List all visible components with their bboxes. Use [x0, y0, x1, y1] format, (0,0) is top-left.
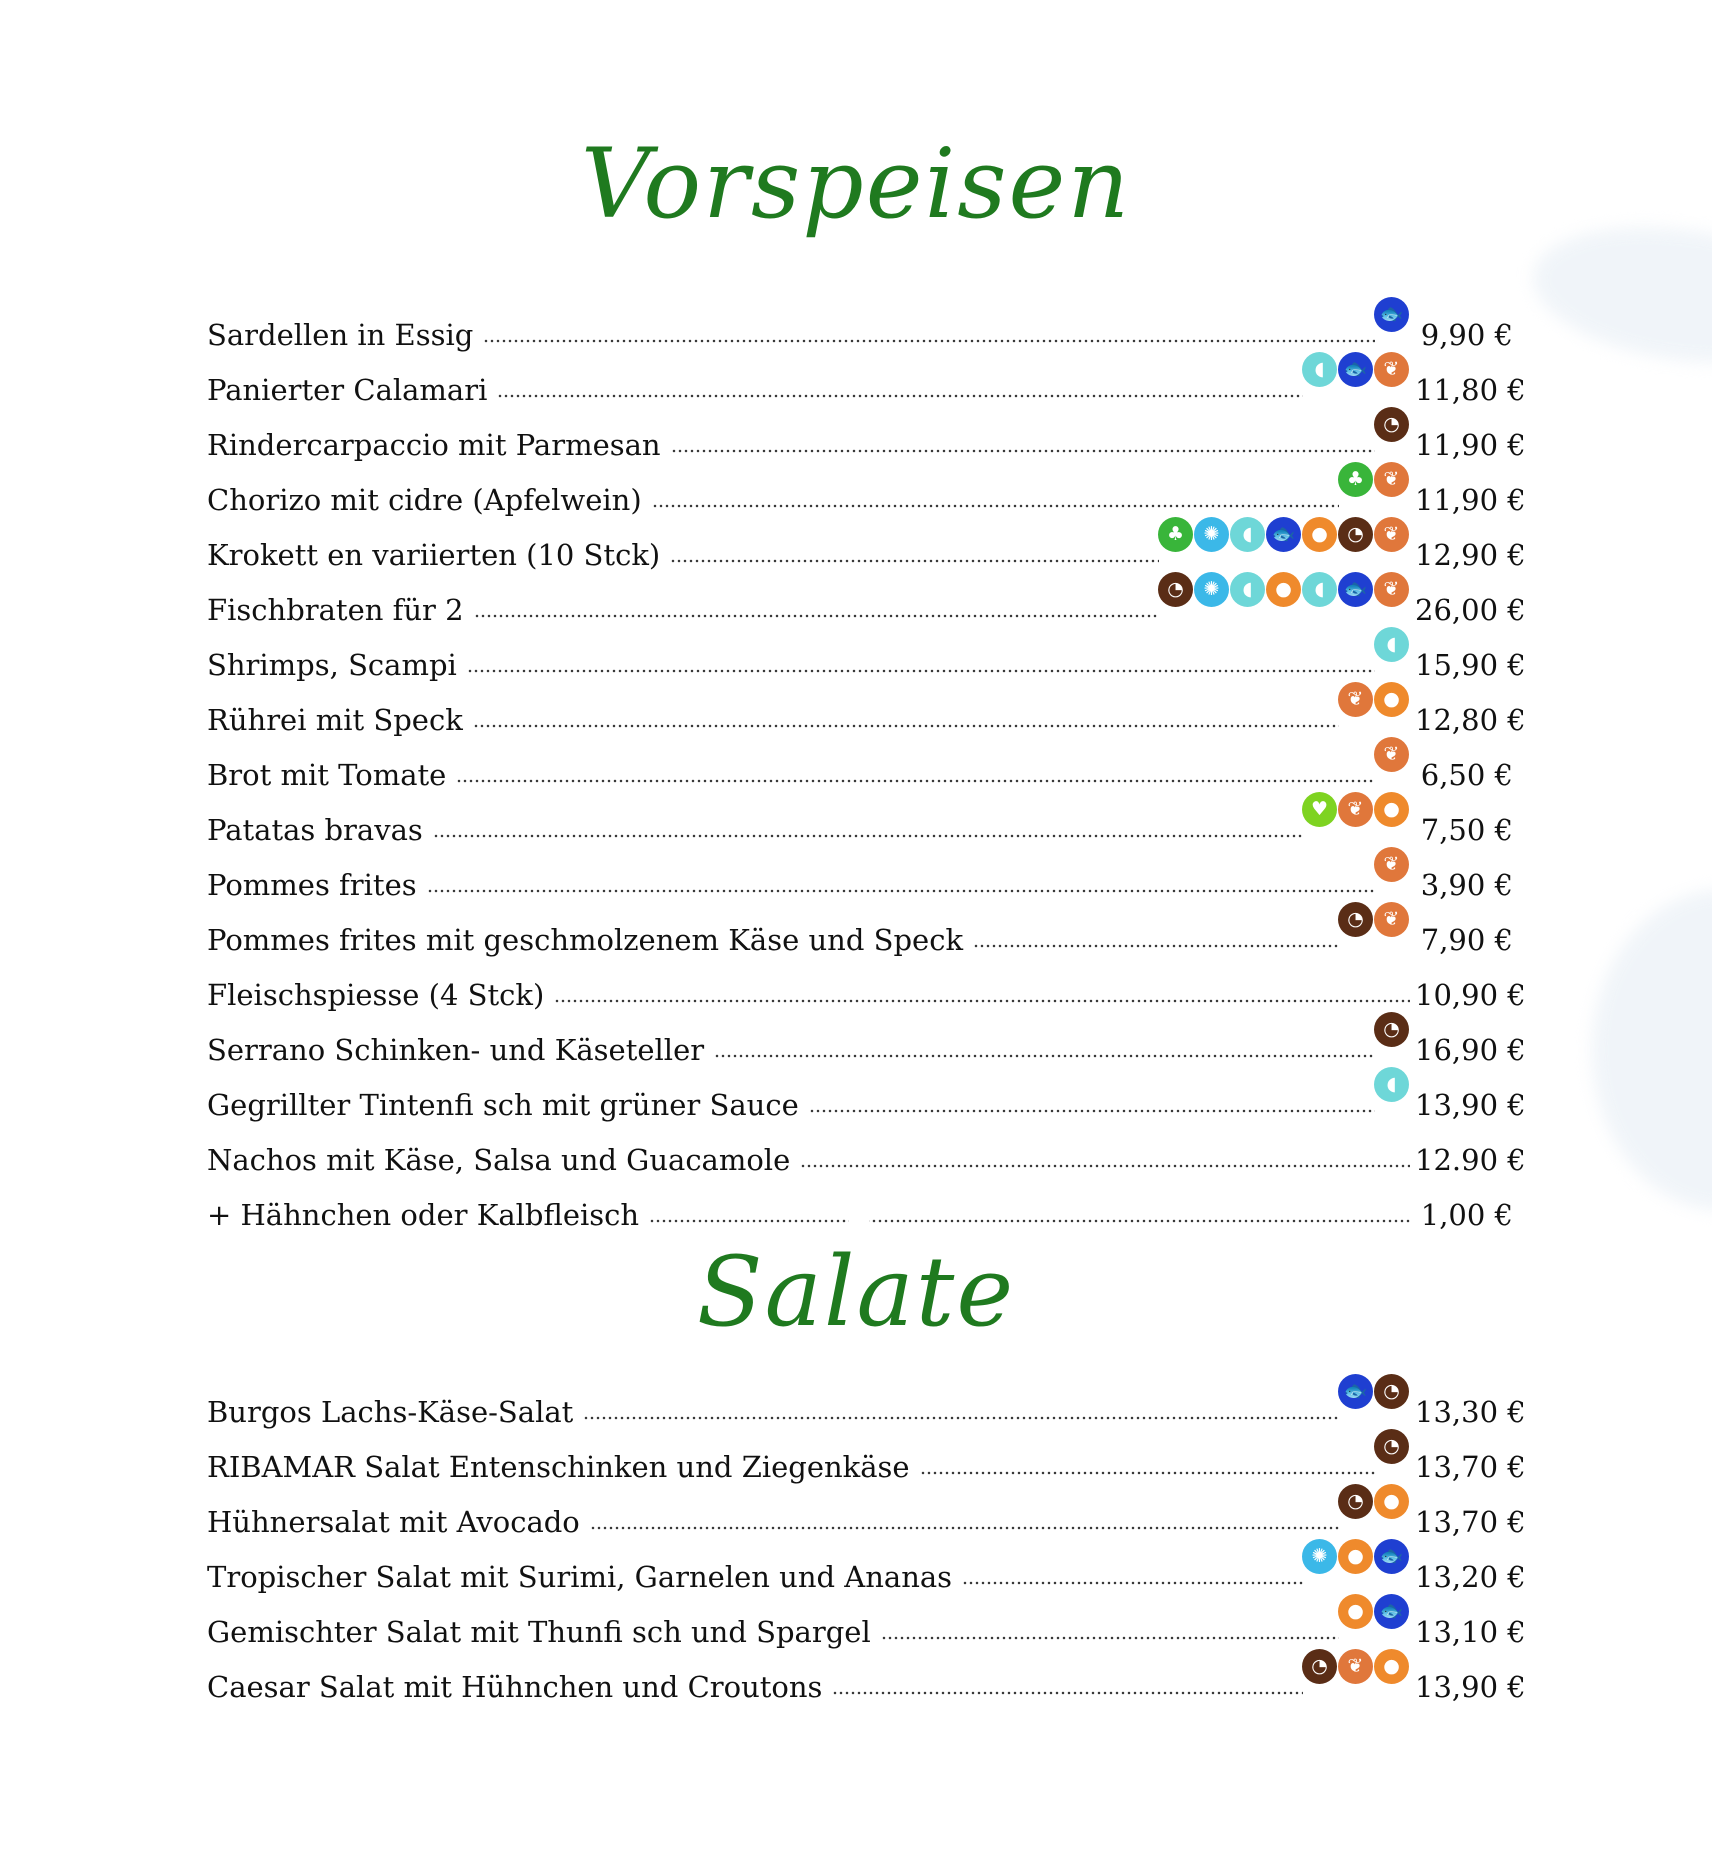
egg-icon: ●	[1374, 682, 1409, 717]
menu-item-price: 11,90 €	[1415, 483, 1526, 517]
egg-icon: ●	[1338, 1539, 1373, 1574]
wheat-icon: ❦	[1374, 902, 1409, 937]
menu-item	[207, 790, 1513, 845]
menu-item	[207, 1120, 1526, 1177]
menu-item	[207, 1427, 1526, 1484]
celery-icon: ♣	[1158, 517, 1193, 552]
menu-item-price: 13,70 €	[1415, 1505, 1526, 1539]
menu-item	[207, 570, 1526, 627]
allergen-icons	[1302, 1545, 1409, 1584]
allergen-icons	[1158, 578, 1409, 617]
celery-icon: ♣	[1338, 462, 1373, 497]
wheat-icon: ❦	[1338, 792, 1373, 827]
egg-icon: ●	[1338, 1594, 1373, 1629]
shell-icon: ◖	[1230, 517, 1265, 552]
egg-icon: ●	[1374, 792, 1409, 827]
dot-leader	[809, 1108, 1375, 1114]
crab-icon: ✺	[1194, 572, 1229, 607]
dot-leader	[483, 338, 1375, 344]
allergen-icons	[1302, 358, 1409, 397]
allergen-icons	[1338, 1380, 1409, 1419]
menu-item-name: RIBAMAR Salat Entenschinken und Ziegenkäse	[207, 1453, 920, 1482]
egg-icon: ●	[1374, 1649, 1409, 1684]
menu-item-name: Caesar Salat mit Hühnchen und Croutons	[207, 1673, 832, 1702]
menu-item-price: 10,90 €	[1415, 978, 1526, 1012]
milk-jug-icon: ◔	[1374, 1012, 1409, 1047]
menu-item-name: Panierter Calamari	[207, 376, 497, 405]
menu-item-price: 26,00 €	[1415, 593, 1526, 627]
allergen-icons	[1302, 798, 1409, 837]
allergen-icons	[1338, 468, 1409, 507]
menu-item-price: 13,10 €	[1415, 1615, 1526, 1649]
fish-icon: 🐟	[1338, 352, 1373, 387]
shell-icon: ◖	[1374, 627, 1409, 662]
dot-leader	[652, 503, 1339, 509]
wheat-icon: ❦	[1338, 1649, 1373, 1684]
menu-item-price: 16,90 €	[1415, 1033, 1526, 1067]
allergen-icons	[1158, 523, 1409, 562]
menu-item	[207, 1065, 1526, 1122]
menu-item-price: 13,30 €	[1415, 1395, 1526, 1429]
wheat-icon: ❦	[1374, 462, 1409, 497]
menu-item	[207, 1482, 1526, 1539]
section-title-salate: Salate	[696, 1236, 1016, 1348]
allergen-icons	[1374, 303, 1409, 342]
milk-jug-icon: ◔	[1338, 1484, 1373, 1519]
menu-item-price: 1,00 €	[1420, 1198, 1513, 1232]
dot-leader	[962, 1580, 1303, 1586]
milk-jug-icon: ◔	[1374, 407, 1409, 442]
fish-icon: 🐟	[1266, 517, 1301, 552]
menu-item	[207, 460, 1526, 517]
dot-leader	[590, 1525, 1339, 1531]
dot-leader	[920, 1470, 1375, 1476]
dot-leader	[583, 1415, 1339, 1421]
dot-leader	[497, 393, 1303, 399]
wheat-icon: ❦	[1374, 737, 1409, 772]
menu-item-price: 9,90 €	[1420, 318, 1513, 352]
wheat-icon: ❦	[1374, 517, 1409, 552]
dot-leader	[714, 1053, 1375, 1059]
wheat-icon: ❦	[1338, 682, 1373, 717]
menu-item-name: Hühnersalat mit Avocado	[207, 1508, 590, 1537]
menu-item	[207, 405, 1526, 462]
allergen-icons	[1374, 633, 1409, 672]
section-title-vorspeisen: Vorspeisen	[580, 128, 1132, 240]
allergen-icons	[1374, 853, 1409, 892]
menu-item-name: Patatas bravas	[207, 816, 433, 845]
menu-item	[207, 735, 1513, 790]
menu-item	[207, 680, 1526, 737]
menu-item-name: Pommes frites mit geschmolzenem Käse und Speck	[207, 926, 973, 955]
menu-item-name: Pommes frites	[207, 871, 427, 900]
allergen-icons	[1338, 908, 1409, 947]
menu-item-price: 7,90 €	[1420, 923, 1513, 957]
mustard-icon: ♥	[1302, 792, 1337, 827]
menu-item-price: 13,90 €	[1415, 1088, 1526, 1122]
menu-item-name: Krokett en variierten (10 Stck)	[207, 541, 670, 570]
crab-icon: ✺	[1194, 517, 1229, 552]
menu-item-name: Rindercarpaccio mit Parmesan	[207, 431, 671, 460]
menu-item-price: 7,50 €	[1420, 813, 1513, 847]
shell-icon: ◖	[1302, 572, 1337, 607]
menu-item	[207, 1537, 1526, 1594]
allergen-icons	[1374, 1018, 1409, 1057]
menu-item-price: 13,90 €	[1415, 1670, 1526, 1704]
menu-item	[207, 845, 1513, 900]
allergen-icons	[1338, 688, 1409, 727]
allergen-icons	[1338, 1490, 1409, 1529]
menu-item	[207, 955, 1526, 1012]
fish-icon: 🐟	[1338, 1374, 1373, 1409]
shell-icon: ◖	[1374, 1067, 1409, 1102]
crab-icon: ✺	[1302, 1539, 1337, 1574]
dot-leader	[881, 1635, 1339, 1641]
menu-item-name: Gemischter Salat mit Thunfi sch und Spargel	[207, 1618, 881, 1647]
dot-leader	[832, 1690, 1303, 1696]
egg-icon: ●	[1302, 517, 1337, 552]
menu-item-price: 13,20 €	[1415, 1560, 1526, 1594]
fish-icon: 🐟	[1374, 297, 1409, 332]
fish-icon: 🐟	[1338, 572, 1373, 607]
menu-item	[207, 625, 1526, 682]
menu-item	[207, 515, 1526, 572]
allergen-icons	[1374, 743, 1409, 782]
menu-item-name: Shrimps, Scampi	[207, 651, 467, 680]
allergen-icons	[1338, 1600, 1409, 1639]
wheat-icon: ❦	[1374, 352, 1409, 387]
dot-leader	[467, 668, 1375, 674]
menu-list-salate	[207, 1372, 1526, 1704]
menu-item-price: 3,90 €	[1420, 868, 1513, 902]
menu-item-name: + Hähnchen oder Kalbfleisch	[207, 1201, 649, 1230]
menu-item	[207, 900, 1513, 955]
menu-item-name: Fischbraten für 2	[207, 596, 474, 625]
menu-item	[207, 1175, 1513, 1230]
menu-item-price: 12.90 €	[1415, 1143, 1526, 1177]
shell-icon: ◖	[1230, 572, 1265, 607]
wheat-icon: ❦	[1374, 847, 1409, 882]
egg-icon: ●	[1266, 572, 1301, 607]
allergen-icons	[1374, 1435, 1409, 1474]
dot-leader	[456, 778, 1375, 784]
menu-item-name: Sardellen in Essig	[207, 321, 483, 350]
background-decoration	[1592, 890, 1712, 1210]
fish-icon: 🐟	[1374, 1594, 1409, 1629]
milk-jug-icon: ◔	[1302, 1649, 1337, 1684]
allergen-icons	[1302, 1655, 1409, 1694]
menu-item	[207, 295, 1513, 350]
milk-jug-icon: ◔	[1338, 902, 1373, 937]
milk-jug-icon: ◔	[1374, 1374, 1409, 1409]
allergen-icons	[1374, 1073, 1409, 1112]
menu-item-name: Gegrillter Tintenfi sch mit grüner Sauce	[207, 1091, 809, 1120]
menu-item	[207, 1592, 1526, 1649]
menu-item-name: Tropischer Salat mit Surimi, Garnelen und Ananas	[207, 1563, 962, 1592]
menu-item-name: Fleischspiesse (4 Stck)	[207, 981, 554, 1010]
dot-leader	[474, 613, 1159, 619]
milk-jug-icon: ◔	[1158, 572, 1193, 607]
menu-item-price: 11,90 €	[1415, 428, 1526, 462]
dot-leader	[973, 943, 1339, 949]
menu-item-price: 15,90 €	[1415, 648, 1526, 682]
menu-item-name: Nachos mit Käse, Salsa und Guacamole	[207, 1146, 800, 1175]
fish-icon: 🐟	[1374, 1539, 1409, 1574]
dot-leader	[473, 723, 1339, 729]
menu-item	[207, 1372, 1526, 1429]
dot-leader	[554, 998, 1410, 1004]
menu-item-price: 6,50 €	[1420, 758, 1513, 792]
milk-jug-icon: ◔	[1338, 517, 1373, 552]
wheat-icon: ❦	[1374, 572, 1409, 607]
shell-icon: ◖	[1302, 352, 1337, 387]
menu-item-price: 12,80 €	[1415, 703, 1526, 737]
menu-item-name: Burgos Lachs-Käse-Salat	[207, 1398, 583, 1427]
dot-leader	[649, 1218, 1410, 1224]
allergen-icons	[1374, 413, 1409, 452]
menu-item	[207, 350, 1526, 407]
egg-icon: ●	[1374, 1484, 1409, 1519]
menu-item-name: Chorizo mit cidre (Apfelwein)	[207, 486, 652, 515]
milk-jug-icon: ◔	[1374, 1429, 1409, 1464]
dot-leader	[670, 558, 1159, 564]
dot-leader	[427, 888, 1375, 894]
menu-item	[207, 1010, 1526, 1067]
menu-list-vorspeisen	[207, 295, 1526, 1232]
menu-item-price: 12,90 €	[1415, 538, 1526, 572]
dot-leader	[671, 448, 1375, 454]
menu-item-name: Serrano Schinken- und Käseteller	[207, 1036, 714, 1065]
menu-item-price: 11,80 €	[1415, 373, 1526, 407]
menu-item	[207, 1647, 1526, 1704]
dot-leader	[433, 833, 1303, 839]
dot-leader	[800, 1163, 1410, 1169]
menu-item-name: Brot mit Tomate	[207, 761, 456, 790]
menu-item-name: Rührei mit Speck	[207, 706, 473, 735]
menu-item-price: 13,70 €	[1415, 1450, 1526, 1484]
